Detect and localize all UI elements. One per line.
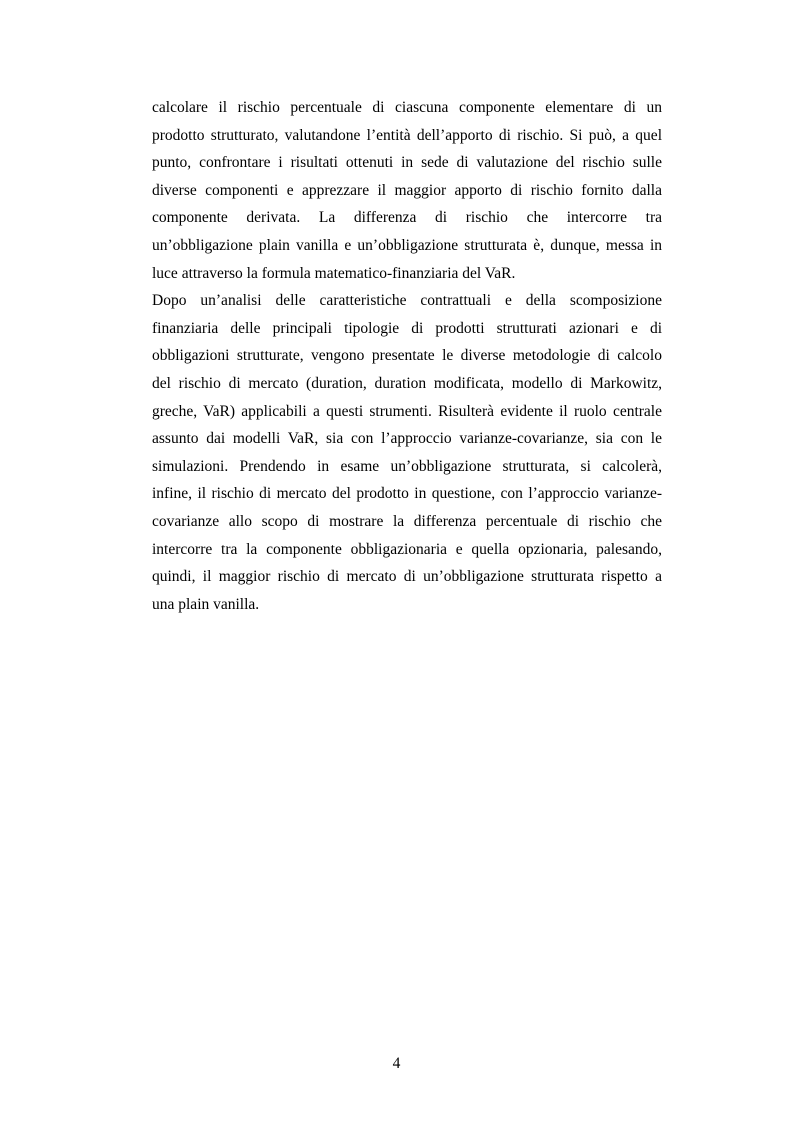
text-line: prodotto strutturato, valutandone l’entità dell’apporto di rischio. Si può, a quel [152,126,662,144]
text-line: diverse componenti e apprezzare il maggior apporto di rischio fornito dalla [152,181,662,199]
text-line: punto, confrontare i risultati ottenuti in sede di valutazione del rischio sulle [152,154,662,172]
text-line: greche, VaR) applicabili a questi strumenti. Risulterà evidente il ruolo centrale [152,402,662,420]
body-text [152,94,662,618]
text-line: quindi, il maggior rischio di mercato di un’obbligazione strutturata rispetto a [152,568,662,586]
text-line: un’obbligazione plain vanilla e un’obbligazione strutturata è, dunque, messa in [152,236,662,254]
text-line: infine, il rischio di mercato del prodotto in questione, con l’approccio varianze- [152,485,662,503]
text-line: assunto dai modelli VaR, sia con l’approccio varianze-covarianze, sia con le [152,430,662,448]
text-line: una plain vanilla. [152,595,260,613]
text-line: Dopo un’analisi delle caratteristiche contrattuali e della scomposizione [152,292,662,310]
paragraph-1 [152,94,662,287]
text-line: intercorre tra la componente obbligazionaria e quella opzionaria, palesando, [152,540,662,558]
text-line: obbligazioni strutturate, vengono presentate le diverse metodologie di calcolo [152,347,662,365]
text-line: calcolare il rischio percentuale di ciascuna componente elementare di un [152,99,662,116]
page-number: 4 [392,1055,401,1072]
text-line: luce attraverso la formula matematico-finanziaria del VaR. [152,264,516,282]
paragraph-2 [152,287,662,618]
text-line: simulazioni. Prendendo in esame un’obbligazione strutturata, si calcolerà, [152,457,662,475]
text-line: del rischio di mercato (duration, duration modificata, modello di Markowitz, [152,374,662,392]
text-line: finanziaria delle principali tipologie di prodotti strutturati azionari e di [152,319,662,337]
text-line: covarianze allo scopo di mostrare la differenza percentuale di rischio che [152,512,662,530]
text-line: componente derivata. La differenza di rischio che intercorre tra [152,209,662,227]
